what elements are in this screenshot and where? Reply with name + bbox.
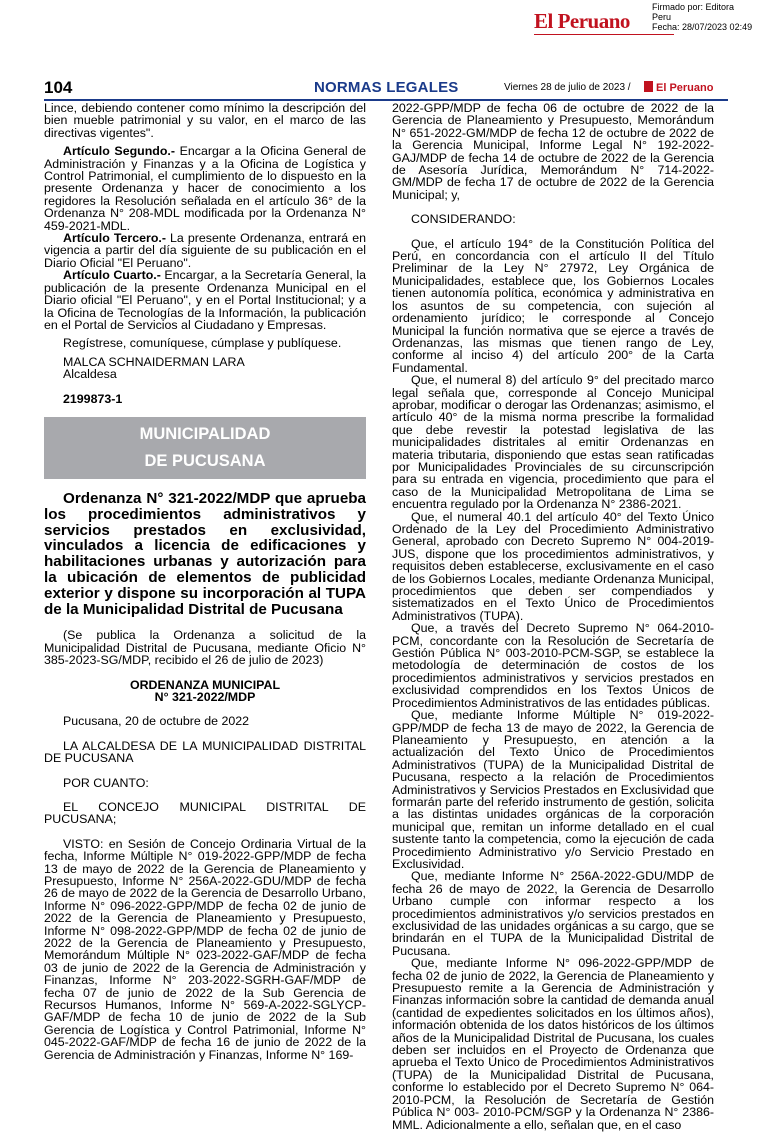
right-column: [392, 102, 714, 1131]
considerando-paragraph: Que, el artículo 194° de la Constitución Política del Perú, en concordancia con el artículo II del Título Preliminar de la Ley N° 27972, Ley Orgánica de Municipalidades, establece que, los Gobiernos Locales tienen autonomía política, económica y administrativa en los asuntos de su competencia, con sujeción al ordenamiento jurídico; le corresponde al Concejo Municipal la función normativa que se ejerce a través de Ordenanzas, las mismas que tienen rango de Ley, conforme al inciso 4) del artículo 200° de la Carta Fundamental.: [392, 236, 714, 375]
concejo: EL CONCEJO MUNICIPAL DISTRITAL DE PUCUSANA;: [44, 799, 366, 827]
publication-note: (Se publica la Ordenanza a solicitud de la Municipalidad Distrital de Pucusana, mediante Oficio N° 385-2023-SG/MDP, recibido el 26 de julio de 2023): [44, 628, 366, 668]
signature-line: Peru: [652, 12, 672, 22]
ordinance-number: N° 321-2022/MDP: [154, 689, 256, 704]
article-text: Encargar a la Oficina General de Administración y Finanzas y a la Oficina de Logística y Control Patrimonial, el cumplimiento de lo dispuesto en la presente Ordenanza y hacer de conocimiento a los regidores la Resolución señalada en el artículo 36° de la Ordenanza N° 208-MDL modificada por la Ordenanza N° 459-2021-MDL.: [44, 144, 366, 233]
page-number: 104: [44, 78, 73, 97]
ordinance-heading: ORDENANZA MUNICIPAL: [129, 677, 281, 692]
logo-text: El Peruano: [534, 9, 630, 33]
banner-line: MUNICIPALIDAD: [139, 424, 271, 443]
visto-paragraph: VISTO: en Sesión de Concejo Ordinaria Virtual de la fecha, Informe Múltiple N° 019-2022-GPP/MDP de fecha 13 de mayo de 2022 de la Gerencia de Planeamiento y Presupuesto, Informe N° 256A-2022-GDU/MDP de fecha 26 de mayo de 2022 de la Gerencia de Desarrollo Urbano, Informe N° 096-2022-GPP/MDP de fecha 02 de junio de 2022 de la Gerencia de Planeamiento y Presupuesto, Informe N° 098-2022-GPP/MDP de fecha 02 de junio de 2022 de la Gerencia de Planeamiento y Presupuesto, Memorándum Múltiple N° 023-2022-GAF/MDP de fecha 03 de junio de 2022 de la Gerencia de Administración y Finanzas, Informe N° 203-2022-SGRH-GAF/MDP de fecha 07 de junio de 2022 de la Sub Gerencia de Recursos Humanos, Informe N° 569-A-2022-SGLYCP-GAF/MDP de fecha 10 de junio de 2022 de la Sub Gerencia de Logística y Control Patrimonial, Informe N° 045-2022-GAF/MDP de fecha 16 de junio de 2022 de la Gerencia de Administración y Finanzas, Informe N° 169-: [44, 836, 366, 1062]
section-title: NORMAS LEGALES: [314, 79, 459, 96]
signature-line: Fecha: 28/07/2023 02:49: [652, 22, 753, 32]
peru-shield-icon: [644, 81, 653, 92]
considerando-paragraph: Que, mediante Informe Múltiple N° 019-2022-GPP/MDP de fecha 13 de mayo de 2022, la Gerencia de Planeamiento y Presupuesto, en atención a la actualización del Texto Único de Procedimientos Administrativos (TUPA) de la Municipalidad Distrital de Pucusana, respecto a la relación de Procedimientos Administrativos y Servicios Prestados en Exclusividad que formarán parte del referido instrumento de gestión, solicita a las distintas unidades orgánicas de la corporación municipal que, remitan un informe detallado en el cual sustente tanto la competencia, como la ejecución de cada Procedimiento Administrativo y/o Servicio Prestado en Exclusividad.: [392, 708, 714, 871]
signer-role: Alcaldesa: [63, 367, 117, 382]
signer-name: MALCA SCHNAIDERMAN LARA: [63, 354, 245, 369]
register-line: Regístrese, comuníquese, cúmplase y publíquese.: [63, 336, 342, 351]
article-text: La presente Ordenanza, entrará en vigencia a partir del día siguiente de su publicación en el Diario Oficial "El Peruano".: [44, 231, 366, 270]
considerando-paragraph: Que, mediante Informe N° 096-2022-GPP/MDP de fecha 02 de junio de 2022, la Gerencia de Planeamiento y Presupuesto remite a la Gerencia de Administración y Finanzas información sobre la cantidad de demanda anual (cantidad de expedientes solicitados en los últimos años), información obtenida de los datos históricos de los últimos años de la Municipalidad Distrital de Pucusana, los cuales deben ser incluidos en el Proyecto de Ordenanza que aprueba el Texto Único de Procedimientos Administrativos (TUPA) de la Municipalidad Distrital de Pucusana, conforme lo establecido por el Decreto Supremo N° 064-2010-PCM, la Resolución de Secretaría de Gestión Pública N° 003- 2010-PCM/SGP y la Ordenanza N° 2386-MML. Adicionalmente a ello, señalan que, en el caso: [392, 956, 714, 1132]
left-column: [44, 102, 366, 1061]
article-label: Artículo Cuarto.-: [63, 268, 161, 283]
place-date: Pucusana, 20 de octubre de 2022: [63, 714, 250, 729]
municipality-banner: [44, 417, 366, 479]
digital-signature: [652, 2, 767, 32]
banner-line: DE PUCUSANA: [144, 451, 266, 470]
ordinance-title: Ordenanza N° 321-2022/MDP que aprueba los procedimientos administrativos y servicios prestados en exclusividad, vinculados a licencia de edificaciones y habilitaciones urbanas y autorización para la ubicación de elementos de publicidad exterior y dispone su incorporación al TUPA de la Municipalidad Distrital de Pucusana: [44, 489, 366, 618]
signature-line: Firmado por: Editora: [652, 2, 735, 12]
article-label: Artículo Tercero.-: [63, 231, 166, 246]
page-header: [44, 78, 728, 100]
article-4: [44, 269, 366, 331]
header-date: Viernes 28 de julio de 2023 /: [504, 82, 631, 93]
paragraph: 2022-GPP/MDP de fecha 06 de octubre de 2022 de la Gerencia de Planeamiento y Presupuesto, Memorándum N° 651-2022-GM/MDP de fecha 12 de octubre de 2022 de la Gerencia Municipal, Informe Legal N° 192-2022-GAJ/MDP de fecha 14 de octubre de 2022 de la Gerencia de Asesoría Jurídica, Memorándum N° 714-2022-GM/MDP de fecha 17 de octubre de 2022 de la Gerencia Municipal; y,: [392, 101, 714, 202]
considerando-paragraph: Que, el numeral 8) del artículo 9° del precitado marco legal señala que, corresponde al Concejo Municipal aprobar, modificar o derogar las Ordenanzas; asimismo, el artículo 40° de la misma norma prescribe la formalidad que debe revestir la potestad legislativa de las municipalidades distritales al emitir Ordenanzas en materia tributaria, disponiendo que estas sean ratificadas por Municipalidades Provinciales de su circunscripción para su entrada en vigencia, procedimiento que para el caso de la Municipalidad Metropolitana de Lima se encuentra regulado por la Ordenanza N° 2386-2021.: [392, 373, 714, 512]
considerando-paragraph: Que, a través del Decreto Supremo N° 064-2010-PCM, concordante con la Resolución de Secretaría de Gestión Pública N° 003-2010-PCM-SGP, se establece la metodología de determinación de costos de los procedimientos administrativos y servicios prestados en exclusividad comprendidos en los Textos Únicos de Procedimientos Administrativos de las entidades públicas.: [392, 621, 714, 710]
mayoress: LA ALCALDESA DE LA MUNICIPALIDAD DISTRITAL DE PUCUSANA: [44, 738, 366, 766]
considerando-paragraph: Que, el numeral 40.1 del artículo 40° del Texto Único Ordenado de la Ley del Procedimiento Administrativo General, aprobado con Decreto Supremo N° 004-2019-JUS, dispone que los procedimientos administrativos, y requisitos deben establecerse, exclusivamente en el caso de los Gobiernos Locales, mediante Ordenanza Municipal, procedimientos que deben ser compendiados y sistematizados en el Texto Único de Procedimientos Administrativos (TUPA).: [392, 509, 714, 623]
por-cuanto: POR CUANTO:: [63, 775, 149, 790]
considerando-paragraph: Que, mediante Informe N° 256A-2022-GDU/MDP de fecha 26 de mayo de 2022, la Gerencia de Desarrollo Urbano cumple con informar respecto a los procedimientos administrativos y/o servicios prestados en exclusividad de las unidades orgánicas a su cargo, que se brindarán en el TUPA de la Municipalidad Distrital de Pucusana.: [392, 869, 714, 958]
article-3: [44, 232, 366, 269]
header-newspaper: El Peruano: [656, 82, 714, 94]
header-logo: [644, 81, 713, 94]
article-text: Encargar, a la Secretaría General, la publicación de la presente Ordenanza Municipal en el Diario oficial "El Peruano", y en el Portal Institucional; y a la Oficina de Tecnologías de la Información, la publicación en el Portal de Servicios al Ciudadano y Empresas.: [44, 268, 367, 332]
article-2: [44, 145, 366, 232]
publication-code: 2199873-1: [63, 391, 123, 406]
article-label: Artículo Segundo.-: [63, 144, 176, 159]
logo-underline: [534, 34, 674, 35]
considerando-heading: CONSIDERANDO:: [411, 212, 516, 227]
paragraph: Lince, debiendo contener como mínimo la descripción del bien mueble patrimonial y su valor, en el marco de las directivas vigentes".: [44, 101, 366, 140]
